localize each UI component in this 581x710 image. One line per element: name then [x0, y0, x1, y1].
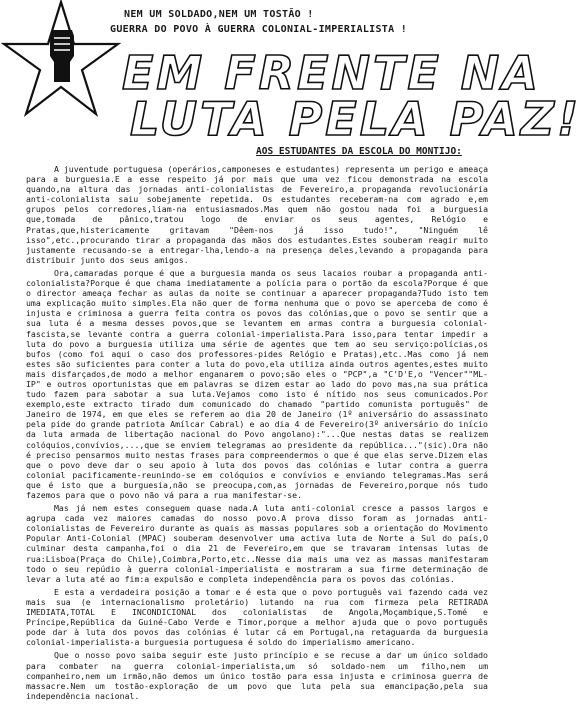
- body-text: [26, 164, 488, 704]
- byline: AOS ESTUDANTES DA ESCOLA DO MONTIJO:: [256, 146, 462, 157]
- headline-line-2: LUTA PELA PAZ!: [130, 92, 581, 146]
- star-fist-emblem-icon: [2, 0, 120, 118]
- body-paragraph: Ora,camaradas porque é que a burguesia manda os seus lacaios roubar a propaganda anti-colonialista?Porque é que chama imediatamente a polícia para o portão da escola?Porque é que o director ameaça fechar as aulas da noite se continuar a aparecer propaganda?Tudo isto tem uma explicação muito simples.Ela não quer de forma nenhuma que o povo se aperceba de como é injusta e criminosa a guerra feita contra os povos das colónias,que o povo se sentir que a sua luta é a mesma desses povos,que se levantem em armas contra a burguesia colonial-fascista,se levante contra a guerra colonial-imperialista.Para isso,para tentar impedir a luta do povo a burguesia utiliza uma série de agentes que tem ao seu serviço:polícias,os bufos (como foi aqui o caso dos professores-pides Relógio e Pratas),etc..Mas como já nem estes são suficientes para conter a luta do povo,ela utiliza ainda outros agentes,estes muito mais disfarçados,de modo a melhor enganarem o povo;são eles o "PCP",a "C'D'E,o "Vencer""ML-IP" e outros oportunistas que em palavras se dizem estar ao lado do povo mas,na sua prática tudo fazem para sabotar a sua luta.Vejamos como isto é nítido nos seus comunicados.Por exemplo,este extracto tirado dum comunicado do chamado "partido comunista português" de Janeiro de 1974, em que eles se referem ao dia 20 de Janeiro (1º aniversário do assassinato pela pide do grande patriota Amílcar Cabral) e ao dia 4 de Fevereiro(3º aniversário do início da luta armada de libertação nacional do Povo angolano):"...Que nestas datas se realizem colóquios,convívios,...,que se enviem telegramas ao presidente da república..."(sic).Ora não é preciso pensarmos muito nestas frases para compreendermos o que é que elas serve.Dizem elas que o povo deve dar o seu apoio à luta dos povos das colónias e lutar contra a guerra colonial pacificamente-reunindo-se em colóquios e convívios e enviando telegramas.Mas será que é isto que a burguesia,não se preocupa,com,as jornadas de Fevereiro,porque nós tudo fazemos para que o povo não vá para a rua manifestar-se.: [26, 267, 488, 500]
- body-paragraph: Mas já nem estes conseguem quase nada.A luta anti-colonial cresce a passos largos e agrupa cada vez maiores camadas do nosso povo.A prova disso foram as jornadas anti-colonialistas de Fevereiro durante as quais as massas populares sob a orientação do Movimento Popular Anti-Colonial (MPAC) souberam desenvolver uma activa luta de Norte a Sul do país,O culminar desta campanha,foi o dia 21 de Fevereiro,em que se travaram intensas lutas de rua:Lisboa(Praça do Chile),Coimbra,Porto,etc..Nesse dia mais uma vez as massas manifestaram todo o seu repúdio à guerra colonial-imperialista e mostraram a sua firme determinação de levar a luta até ao fim:a expulsão e completa independência para os povos das colónias.: [26, 503, 488, 584]
- slogan-peoples-war: GUERRA DO POVO À GUERRA COLONIAL-IMPERIALISTA !: [110, 24, 408, 35]
- body-paragraph: A juventude portuguesa (operários,camponeses e estudantes) representa um perigo e ameaça para a burguesia.E a esse respeito já por mais que uma vez ficou demonstrada na escola quando,na altura das jornadas anti-colonialistas de Fevereiro,a propaganda revolucionária anti-colonialista saiu sobejamente repetida. Os estudantes receberam-na com agrado e,em grupos pelos corredores,liam-na entusiasmados.Mas quem não gostou nada foi a burguesia que,tomada de pânico,tratou logo de enviar os seus agentes, Relógio e Pratas,que,histericamente gritavam "Dêem-nos já isso tudo!", "Ninguém lê isso",etc.,procurando tirar a propaganda das mãos dos estudantes.Estes souberam reagir muito justamente recusando-se a entregar-lha,lendo-a na presença deles,levando a propaganda para distribuir junto dos seus amigos.: [26, 164, 488, 265]
- slogan-no-soldier: NEM UM SOLDADO,NEM UM TOSTÃO !: [124, 9, 314, 20]
- body-paragraph: E esta a verdadeira posição a tomar e é esta que o povo português vai fazendo cada vez mais sua (e internacionalismo proletário) lutando na rua com firmeza pela RETIRADA IMEDIATA,TOTAL E INCONDICIONAL dos colonialistas de Angola,Moçambique,S.Tomé e Príncipe,República da Guiné-Cabo Verde e Timor,porque a melhor ajuda que o povo português pode dar à luta dos povos das colónias é lutar cá em Portugal,na retaguarda da burguesia colonial-imperialista-a burguesia portuguesa é soldo do imperialismo americano.: [26, 586, 488, 648]
- headline-line-1: EM FRENTE NA: [122, 46, 541, 100]
- body-paragraph: Que o nosso povo saiba seguir este justo princípio e se recuse a dar um único soldado para combater na guerra colonial-imperialista,um só soldado-nem um filho,nem um companheiro,nem um irmão,não demos um único tostão para essa injusta e criminosa guerra de massacre.Nem um tostão-exploração de um povo que luta pela sua emancipação,pela sua independência nacional.: [26, 650, 488, 701]
